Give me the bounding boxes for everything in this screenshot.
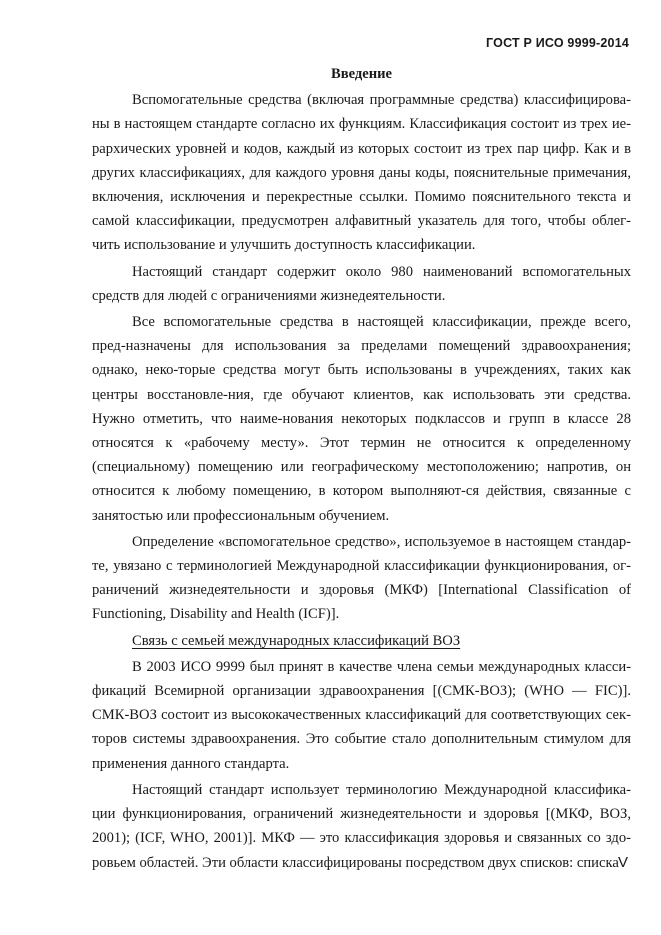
subsection-heading — [92, 629, 631, 653]
page-content — [92, 62, 631, 875]
paragraph-1: Вспомогательные средства (включая программные средства) классифицирова-ны в настоящем стандарте согласно их функциям. Классификация состоит из трех ие-рархических уровней и кодов, каждый из которых состоит из трех пар цифр. Как и в других классификациях, для каждого уровня даны коды, пояснительные примечания, включения, исключения и перекрестные ссылки. Помимо пояснительного текста и самой классификации, предусмотрен алфавитный указатель для того, чтобы облег-чить использование и улучшить доступность классификации. — [92, 92, 631, 254]
paragraph-4: Определение «вспомогательное средство», используемое в настоящем стандар-те, увязано с терминологией Международной классификации функционирования, ог-раничений жизнедеятельности и здоровья (МКФ) [International Classification of Functioning, Disability and Health (ICF)]. — [92, 533, 631, 623]
paragraph-3: Все вспомогательные средства в настоящей классификации, прежде всего, пред-назначены для использования за пределами помещений здравоохранения; однако, неко-торые средства могут быть использованы в учреждениях, таких как центры восстановле-ния, где обучают клиентов, как использовать эти средства. Нужно отметить, что наиме-нования некоторых подклассов и групп в классе 28 относятся к «рабочему месту». Этот термин не относится к определенному (специальному) помещению или географическому местоположению; напротив, он относится к любому помещению, в котором выполняют-ся действия, связанные с занятостью или профессиональным обучением. — [92, 314, 631, 524]
paragraph-6: Настоящий стандарт использует терминологию Международной классифика-ции функционирования, ограничений жизнедеятельности и здоровья [(МКФ, ВОЗ, 2001); (ICF, WHO, 2001)]. МКФ — это классификация здоровья и связанных со здо-ровьем областей. Эти области классифицированы посредством двух списков: списка — [92, 781, 631, 871]
section-title: Введение — [330, 66, 393, 82]
paragraph-2: Настоящий стандарт содержит около 980 наименований вспомогательных средств для людей с ограничениями жизнедеятельности. — [92, 263, 631, 304]
subsection-title: Связь с семьей международных классификаций ВОЗ — [132, 632, 461, 649]
page-number: V — [617, 854, 628, 871]
paragraph-5: В 2003 ИСО 9999 был принят в качестве члена семьи международных класси-фикаций Всемирной организации здравоохранения [(СМК-ВОЗ); (WHO — FIC)]. СМК-ВОЗ состоит из высококачественных классификаций для соответствующих сек-торов системы здравоохранения. Это событие стало дополнительным стимулом для применения данного стандарта. — [92, 658, 631, 772]
document-header: ГОСТ Р ИСО 9999-2014 — [486, 36, 629, 50]
